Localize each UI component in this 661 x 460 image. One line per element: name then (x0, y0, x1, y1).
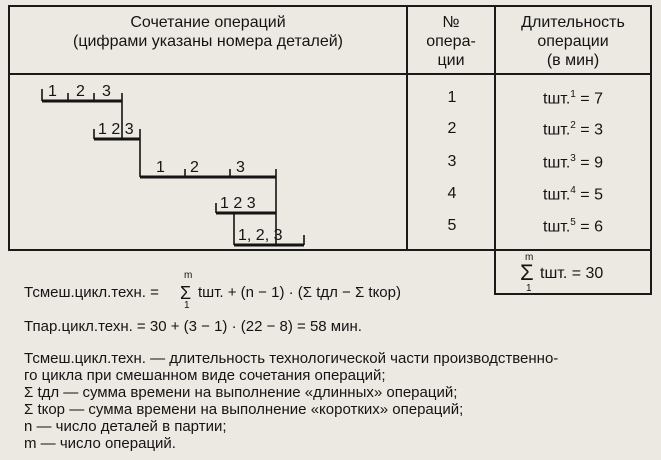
gantt-label-op2: 1 2 3 (98, 121, 134, 138)
formula-mixed-right: tшт. + (n − 1) · (Σ tдл − Σ tкор) (198, 284, 401, 301)
header-duration-line2: операции (537, 33, 609, 50)
gantt-label-op1-d2: 2 (76, 83, 85, 100)
duration-value: = 5 (580, 186, 603, 204)
duration-symbol: tшт. (543, 121, 571, 139)
gantt-label-op3-d1: 1 (156, 159, 165, 176)
header-opnum-line2: опера- (426, 33, 476, 50)
operations-table (8, 5, 652, 251)
op-duration-3 (496, 153, 650, 172)
header-combination-subtitle: (цифрами указаны номера деталей) (73, 33, 343, 50)
duration-index: 1 (570, 89, 576, 100)
legend-line: Σ tкор — сумма времени на выполнение «коротких» операций; (24, 401, 464, 418)
legend-line: Тсмеш.цикл.техн. — длительность технологической части производственно- (24, 350, 559, 367)
header-combination (10, 13, 406, 51)
sum-upper-limit: m (525, 252, 534, 263)
formula-mixed-sigma: Σ (180, 283, 192, 303)
formula-mixed-lower: 1 (184, 300, 190, 311)
gantt-label-op1-d3: 3 (102, 83, 111, 100)
gantt-label-op3-d3: 3 (236, 159, 245, 176)
op-number-4: 4 (447, 185, 457, 202)
duration-index: 2 (570, 120, 576, 131)
formula-parallel: Тпар.цикл.техн. = 30 + (3 − 1) · (22 − 8) = 58 мин. (24, 318, 362, 335)
gantt-label-op5: 1, 2, 3 (238, 227, 283, 244)
op-duration-2 (496, 120, 650, 139)
gantt-label-op1-d1: 1 (48, 83, 57, 100)
op-duration-1 (496, 89, 650, 108)
header-duration (496, 13, 650, 70)
duration-value: = 9 (580, 154, 603, 172)
formula-mixed-left: Тсмеш.цикл.техн. = (24, 284, 159, 301)
legend-line: n — число деталей в партии; (24, 418, 227, 435)
legend-line: Σ tдл — сумма времени на выполнение «длинных» операций; (24, 384, 458, 401)
op-number-5: 5 (447, 217, 457, 234)
duration-symbol: tшт. (543, 186, 571, 204)
header-opnum-sign: № (442, 14, 460, 31)
header-opnum-line3: ции (437, 52, 465, 69)
gantt-label-op4: 1 2 3 (220, 195, 256, 212)
sum-total: tшт. = 30 (540, 265, 604, 282)
duration-index: 5 (570, 217, 576, 228)
sum-box (494, 251, 652, 295)
sum-lower-limit: 1 (526, 283, 532, 294)
header-combination-title: Сочетание операций (130, 14, 286, 31)
op-number-3: 3 (447, 153, 457, 170)
op-duration-4 (496, 185, 650, 204)
legend-line: го цикла при смешанном виде сочетания операций; (24, 367, 386, 384)
duration-index: 4 (570, 185, 576, 196)
gantt-label-op3-d2: 2 (190, 159, 199, 176)
duration-symbol: tшт. (543, 154, 571, 172)
header-opnum (408, 13, 494, 70)
duration-value: = 7 (580, 90, 603, 108)
op-duration-5 (496, 217, 650, 236)
duration-index: 3 (570, 153, 576, 164)
duration-value: = 3 (580, 121, 603, 139)
formula-mixed-upper: m (184, 270, 193, 281)
op-number-1: 1 (447, 89, 457, 106)
sum-sigma: Σ (520, 260, 534, 285)
duration-symbol: tшт. (543, 90, 571, 108)
legend-line: m — число операций. (24, 435, 176, 452)
duration-value: = 6 (580, 218, 603, 236)
operations-gantt-chart (10, 75, 404, 251)
header-duration-line3: (в мин) (546, 52, 600, 69)
header-duration-line1: Длительность (521, 14, 625, 31)
op-number-2: 2 (447, 120, 457, 137)
legend-text (24, 350, 654, 452)
duration-symbol: tшт. (543, 218, 571, 236)
